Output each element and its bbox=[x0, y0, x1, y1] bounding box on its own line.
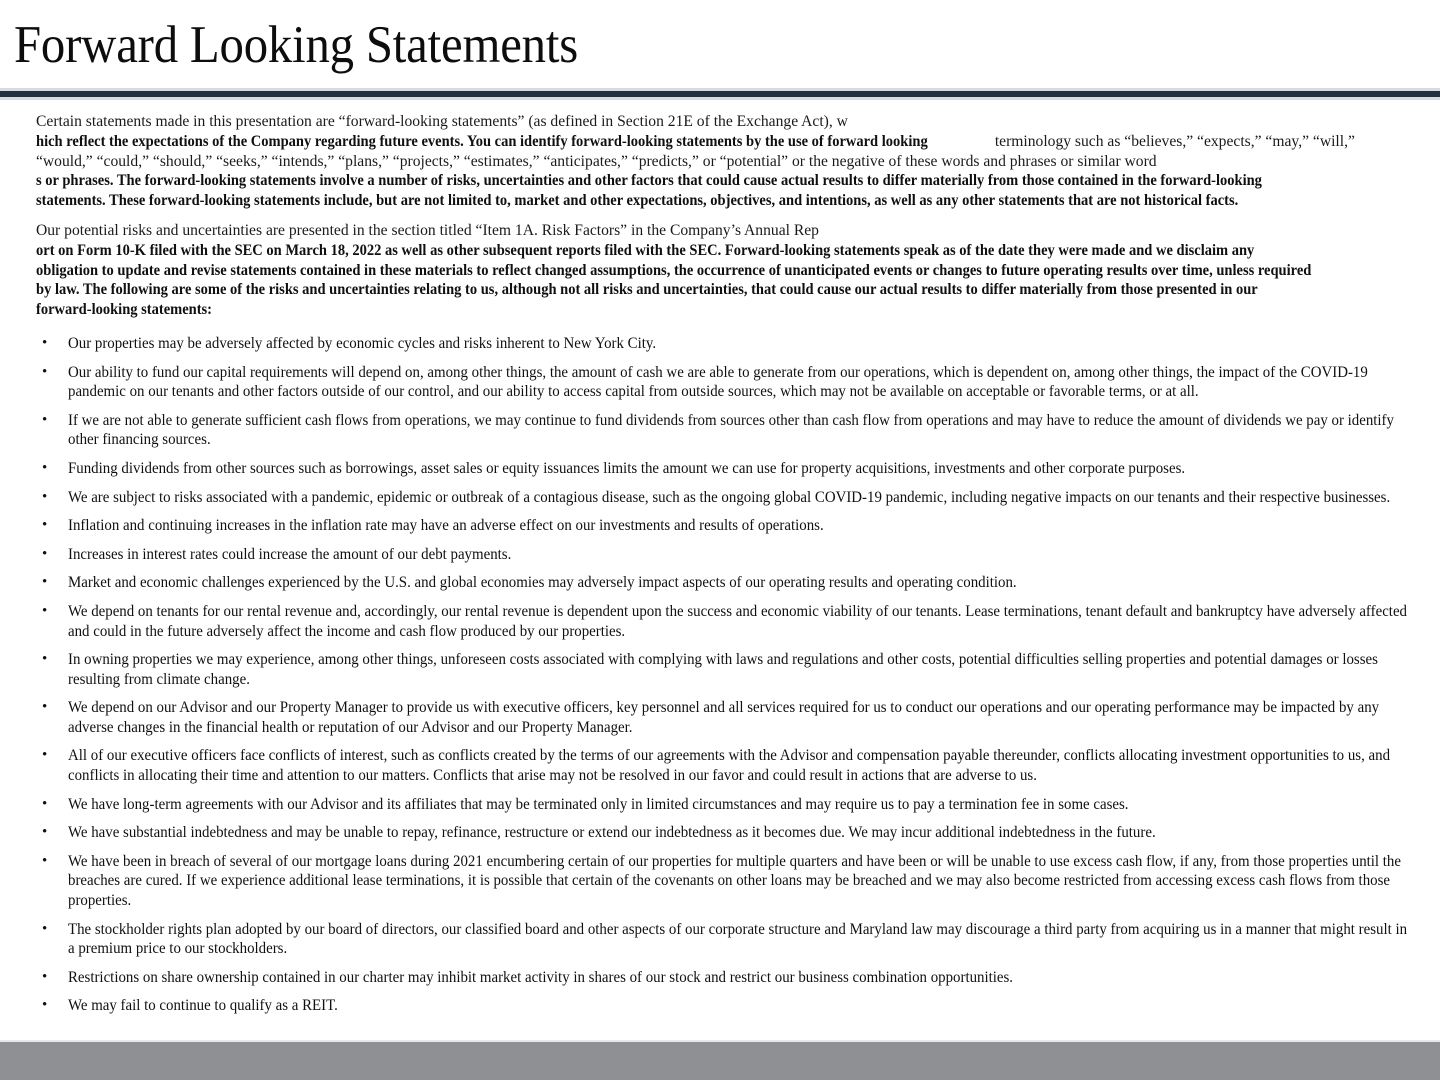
list-item bbox=[36, 459, 1408, 479]
bullet-marker-icon: • bbox=[42, 545, 48, 562]
bullet-marker-icon: • bbox=[42, 459, 48, 476]
risk-bullet-list bbox=[36, 334, 1408, 1016]
text-run: terminology such as “believes,” “expects,” “may,” “will,” “would,” “could,” “should,” “seeks,” “intends,” “plans,” “projects,” “estimates,” “anticipates,” “predicts,” or “potential” or the negative of these words and phrases or similar word bbox=[36, 132, 1355, 170]
text-run: hich reflect the expectations of the Company regarding future events. You can identify forward-looking statements by the use of forward looking bbox=[36, 132, 928, 150]
bullet-marker-icon: • bbox=[42, 747, 48, 764]
list-item-text: Restrictions on share ownership contained in our charter may inhibit market activity in shares of our stock and restrict our business combination opportunities. bbox=[68, 968, 1014, 986]
page-title: Forward Looking Statements bbox=[14, 16, 579, 74]
bullet-marker-icon: • bbox=[42, 602, 48, 619]
text-run: Certain statements made in this presentation are “forward-looking statements” (as defined in Section 21E of the Exchange Act), w bbox=[36, 113, 848, 130]
paragraph-list bbox=[36, 112, 1408, 320]
bullet-marker-icon: • bbox=[42, 852, 48, 869]
list-item-text: In owning properties we may experience, among other things, unforeseen costs associated with complying with laws and regulations and other costs, potential difficulties selling properties and potential damages or losses resulting from climate change. bbox=[68, 651, 1378, 688]
list-item-text: We depend on our Advisor and our Property Manager to provide us with executive officers, key personnel and all services required for us to conduct our operations and our operating performance may be impacted by any adverse changes in the financial health or reputation of our Advisor and our Property Manager. bbox=[68, 699, 1380, 736]
list-item bbox=[36, 334, 1408, 354]
list-item bbox=[36, 996, 1408, 1016]
bullet-marker-icon: • bbox=[42, 920, 48, 937]
text-run: ort on Form 10-K filed with the SEC on March 18, 2022 as well as other subsequent reports filed with the SEC. Forward-looking statements speak as of the date they were made and we disclaim any obligation to update and revise statements contained in these materials to reflect changed assumptions, the occurrence of unanticipated events or changes to future operating results over time, unless required by law. The following are some of the risks and uncertainties relating to us, although not all risks and uncertainties, that could cause our actual results to differ materially from those presented in our forward-looking statements: bbox=[36, 241, 1312, 319]
text-run: Our potential risks and uncertainties are presented in the section titled “Item 1A. Risk Factors” in the Company’s Annual Rep bbox=[36, 221, 819, 239]
list-item-text: Our ability to fund our capital requirements will depend on, among other things, the amount of cash we are able to generate from our operations, which is dependent on, among other things, the impact of the COVID-19 pandemic on our tenants and other factors outside of our control, and our ability to access capital from outside sources, which may not be available on acceptable or favorable terms, or at all. bbox=[68, 363, 1368, 401]
text-run: s or phrases. The forward-looking statements involve a number of risks, uncertainties and other factors that could cause actual results to differ materially from those contained in the forward-looking statements. These forward-looking statements include, but are not limited to, market and other expectations, objectives, and intentions, as well as any other statements that are not historical facts. bbox=[36, 172, 1262, 210]
bullet-marker-icon: • bbox=[42, 795, 48, 812]
title-divider-light-bottom bbox=[0, 97, 1440, 100]
list-item bbox=[36, 573, 1408, 593]
list-item-text: If we are not able to generate sufficient cash flows from operations, we may continue to fund dividends from sources other than cash flow from operations and may have to reduce the amount of dividends we pay or identify other financing sources. bbox=[68, 411, 1394, 449]
bullet-marker-icon: • bbox=[42, 574, 48, 591]
bullet-marker-icon: • bbox=[42, 824, 48, 841]
list-item bbox=[36, 852, 1408, 911]
slide-body bbox=[36, 112, 1408, 1025]
bullet-marker-icon: • bbox=[42, 334, 48, 351]
list-item bbox=[36, 602, 1408, 641]
intro-paragraph bbox=[36, 112, 1408, 211]
list-item bbox=[36, 545, 1408, 565]
list-item-text: We have been in breach of several of our mortgage loans during 2021 encumbering certain of our properties for multiple quarters and have been or will be unable to use excess cash flow, if any, from those properties until the breaches are cured. If we experience additional lease terminations, it is possible that certain of the covenants on other loans may be breached and we may also become restricted from accessing excess cash flows from those properties. bbox=[68, 852, 1401, 910]
list-item-text: Market and economic challenges experienced by the U.S. and global economies may adversely impact aspects of our operating results and operating condition. bbox=[68, 574, 1017, 592]
list-item bbox=[36, 968, 1408, 988]
list-item bbox=[36, 698, 1408, 737]
list-item-text: Our properties may be adversely affected by economic cycles and risks inherent to New York City. bbox=[68, 334, 657, 352]
bullet-marker-icon: • bbox=[42, 363, 48, 380]
bullet-marker-icon: • bbox=[42, 968, 48, 985]
bullet-marker-icon: • bbox=[42, 517, 48, 534]
list-item bbox=[36, 363, 1408, 402]
bullet-marker-icon: • bbox=[42, 651, 48, 668]
list-item-text: We have substantial indebtedness and may be unable to repay, refinance, restructure or extend our indebtedness as it becomes due. We may incur additional indebtedness in the future. bbox=[68, 824, 1156, 842]
list-item-text: Inflation and continuing increases in the inflation rate may have an adverse effect on our investments and results of operations. bbox=[68, 517, 824, 535]
bullet-marker-icon: • bbox=[42, 997, 48, 1014]
list-item-text: The stockholder rights plan adopted by our board of directors, our classified board and other aspects of our corporate structure and Maryland law may discourage a third party from acquiring us in a manner that might result in a premium price to our stockholders. bbox=[68, 920, 1408, 958]
bullet-marker-icon: • bbox=[42, 411, 48, 428]
list-item bbox=[36, 516, 1408, 536]
list-item-text: Increases in interest rates could increase the amount of our debt payments. bbox=[68, 545, 512, 563]
footer-bar bbox=[0, 1042, 1440, 1080]
list-item-text: We depend on tenants for our rental revenue and, accordingly, our rental revenue is dependent upon the success and economic viability of our tenants. Lease terminations, tenant default and bankruptcy have adversely affected and could in the future adversely affect the income and cash flow produced by our properties. bbox=[68, 602, 1407, 640]
list-item bbox=[36, 823, 1408, 843]
list-item-text: We may fail to continue to qualify as a REIT. bbox=[68, 997, 338, 1015]
list-item-text: All of our executive officers face conflicts of interest, such as conflicts created by the terms of our agreements with the Advisor and compensation payable thereunder, conflicts allocating investment opportunities to us, and conflicts in allocating their time and attention to our matters. Conflicts that arise may not be resolved in our favor and could result in actions that are adverse to us. bbox=[68, 747, 1391, 785]
bullet-marker-icon: • bbox=[42, 699, 48, 716]
list-item bbox=[36, 746, 1408, 785]
list-item-text: Funding dividends from other sources such as borrowings, asset sales or equity issuances limits the amount we can use for property acquisitions, investments and other corporate purposes. bbox=[68, 459, 1186, 477]
list-item-text: We have long-term agreements with our Advisor and its affiliates that may be terminated only in limited circumstances and may require us to pay a termination fee in some cases. bbox=[68, 795, 1129, 813]
list-item bbox=[36, 488, 1408, 508]
risk-factors-paragraph bbox=[36, 221, 1408, 320]
list-item bbox=[36, 411, 1408, 450]
list-item bbox=[36, 795, 1408, 815]
list-item bbox=[36, 920, 1408, 959]
list-item-text: We are subject to risks associated with a pandemic, epidemic or outbreak of a contagious disease, such as the ongoing global COVID-19 pandemic, including negative impacts on our tenants and their respective businesses. bbox=[68, 488, 1391, 506]
slide-title-area bbox=[0, 0, 1440, 90]
bullet-marker-icon: • bbox=[42, 488, 48, 505]
list-item bbox=[36, 650, 1408, 689]
